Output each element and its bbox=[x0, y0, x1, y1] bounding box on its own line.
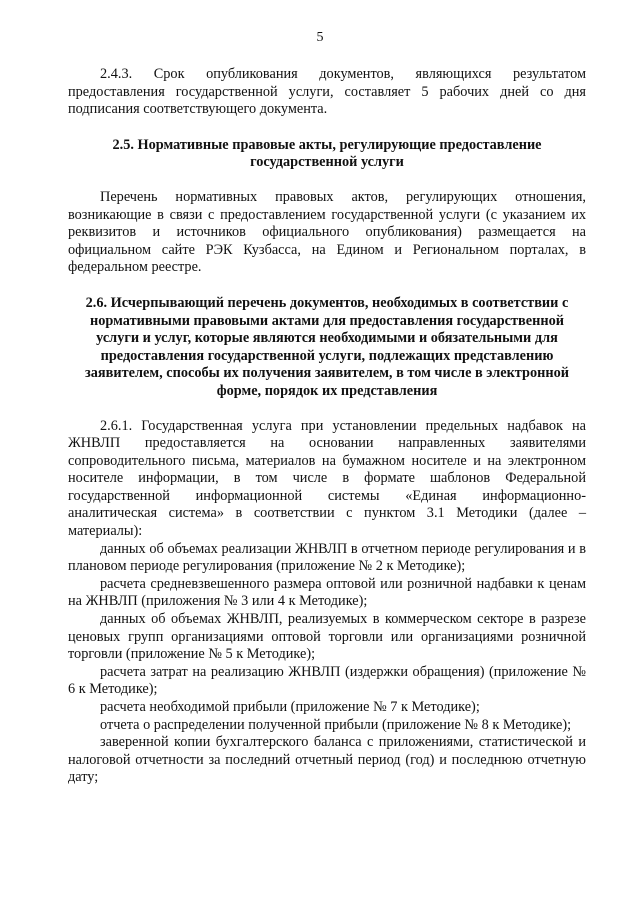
paragraph-2-6-1: 2.6.1. Государственная услуга при установлении предельных надбавок на ЖНВЛП предоставляется на основании направленных заявителями сопроводительного письма, материалов на бумажном носителе и на электронном носителе информации, в том числе в формате шаблонов Федеральной государственной информационной системы «Единая информационно-аналитическая система» в соответствии с пунктом 3.1 Методики (далее – материалы): bbox=[68, 417, 586, 540]
heading-2-5: 2.5. Нормативные правовые акты, регулирующие предоставление государственной услуги bbox=[112, 136, 542, 171]
heading-2-6: 2.6. Исчерпывающий перечень документов, необходимых в соответствии с нормативными правовыми актами для предоставления государственной услуги и услуг, которые являются необходимыми и обязательными для предоставления государственной услуги, подлежащих представлению заявителем, способы их получения заявителем, в том числе в электронной форме, порядок их представления bbox=[85, 294, 569, 399]
list-item-profit-distribution: отчета о распределении полученной прибыли (приложение № 8 к Методике); bbox=[100, 716, 572, 733]
list-item-balance-copy: заверенной копии бухгалтерского баланса с приложениями, статистической и налоговой отчетности за последний отчетный период (год) и последнюю отчетную дату; bbox=[68, 734, 586, 786]
list-item-volumes: данных об объемах реализации ЖНВЛП в отчетном периоде регулирования и в плановом периоде регулирования (приложение № 2 к Методике); bbox=[68, 540, 586, 575]
list-item-commercial-volumes: данных об объемах ЖНВЛП, реализуемых в коммерческом секторе в разрезе ценовых групп организациями оптовой торговли или организациями розничной торговли (приложение № 5 к Методике); bbox=[68, 611, 586, 663]
list-item-markup-calc: расчета средневзвешенного размера оптовой или розничной надбавки к ценам на ЖНВЛП (приложения № 3 или 4 к Методике); bbox=[68, 575, 586, 610]
list-item-costs: расчета затрат на реализацию ЖНВЛП (издержки обращения) (приложение № 6 к Методике); bbox=[68, 663, 586, 698]
document-body bbox=[68, 66, 586, 787]
paragraph-2-5: Перечень нормативных правовых актов, регулирующих отношения, возникающие в связи с предоставлением государственной услуги (с указанием их реквизитов и источников официального опубликования) размещается на официальном сайте РЭК Кузбасса, на Едином и Региональном порталах, в федеральном реестре. bbox=[68, 188, 586, 276]
list-item-profit: расчета необходимой прибыли (приложение № 7 к Методике); bbox=[100, 699, 480, 715]
page-number: 5 bbox=[316, 30, 324, 45]
paragraph-2-4-3: 2.4.3. Срок опубликования документов, являющихся результатом предоставления государственной услуги, составляет 5 рабочих дней со дня подписания соответствующего документа. bbox=[68, 66, 586, 118]
